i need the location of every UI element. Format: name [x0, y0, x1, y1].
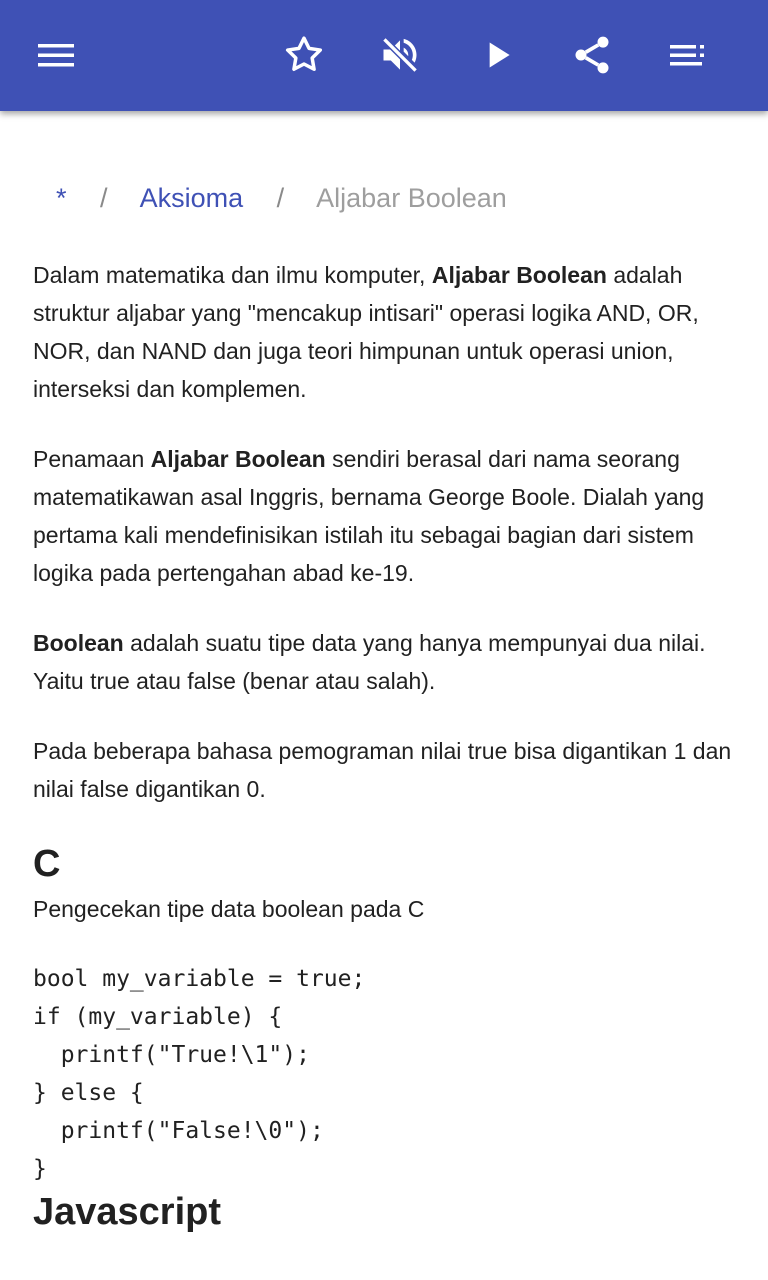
breadcrumb-current: Aljabar Boolean [316, 183, 507, 213]
paragraph-intro: Dalam matematika dan ilmu komputer, Aljabar Boolean adalah struktur aljabar yang "mencakup intisari" operasi logika AND, OR, NOR, dan NAND dan juga teori himpunan untuk operasi union, interseksi dan komplemen. [33, 262, 699, 402]
breadcrumb [56, 182, 507, 214]
section-heading-c: C [33, 843, 61, 885]
share-icon[interactable] [568, 31, 616, 79]
article-scroll-area[interactable] [0, 111, 768, 1280]
bold-term: Aljabar Boolean [431, 262, 607, 288]
breadcrumb-separator: / [276, 183, 285, 213]
paragraph-naming: Penamaan Aljabar Boolean sendiri berasal dari nama seorang matematikawan asal Inggris, bernama George Boole. Dialah yang pertama kali mendefinisikan istilah itu sebagai bagian dari sistem logika pada pertengahan abad ke-19. [33, 446, 705, 586]
breadcrumb-parent-link[interactable]: Aksioma [139, 183, 244, 213]
app-bar [0, 0, 768, 111]
bold-term: Boolean [33, 630, 124, 656]
menu-icon[interactable] [32, 31, 80, 79]
play-icon[interactable] [474, 31, 522, 79]
breadcrumb-separator: / [100, 183, 108, 213]
star-outline-icon[interactable] [280, 31, 328, 79]
paragraph-boolean-type: Boolean adalah suatu tipe data yang hanya mempunyai dua nilai. Yaitu true atau false (benar atau salah). [33, 630, 706, 694]
bold-term: Aljabar Boolean [150, 446, 326, 472]
playlist-icon[interactable] [664, 31, 712, 79]
volume-off-icon[interactable] [376, 31, 424, 79]
section-heading-javascript: Javascript [33, 1191, 222, 1233]
section-c-description: Pengecekan tipe data boolean pada C [33, 896, 425, 922]
paragraph-values: Pada beberapa bahasa pemograman nilai true bisa digantikan 1 dan nilai false digantikan 0. [33, 738, 732, 802]
article-body [33, 256, 733, 1236]
breadcrumb-home-link[interactable]: * [56, 183, 67, 213]
code-block-c: bool my_variable = true; if (my_variable) { printf("True!\1"); } else { printf("False!\0"); } [33, 966, 366, 1182]
